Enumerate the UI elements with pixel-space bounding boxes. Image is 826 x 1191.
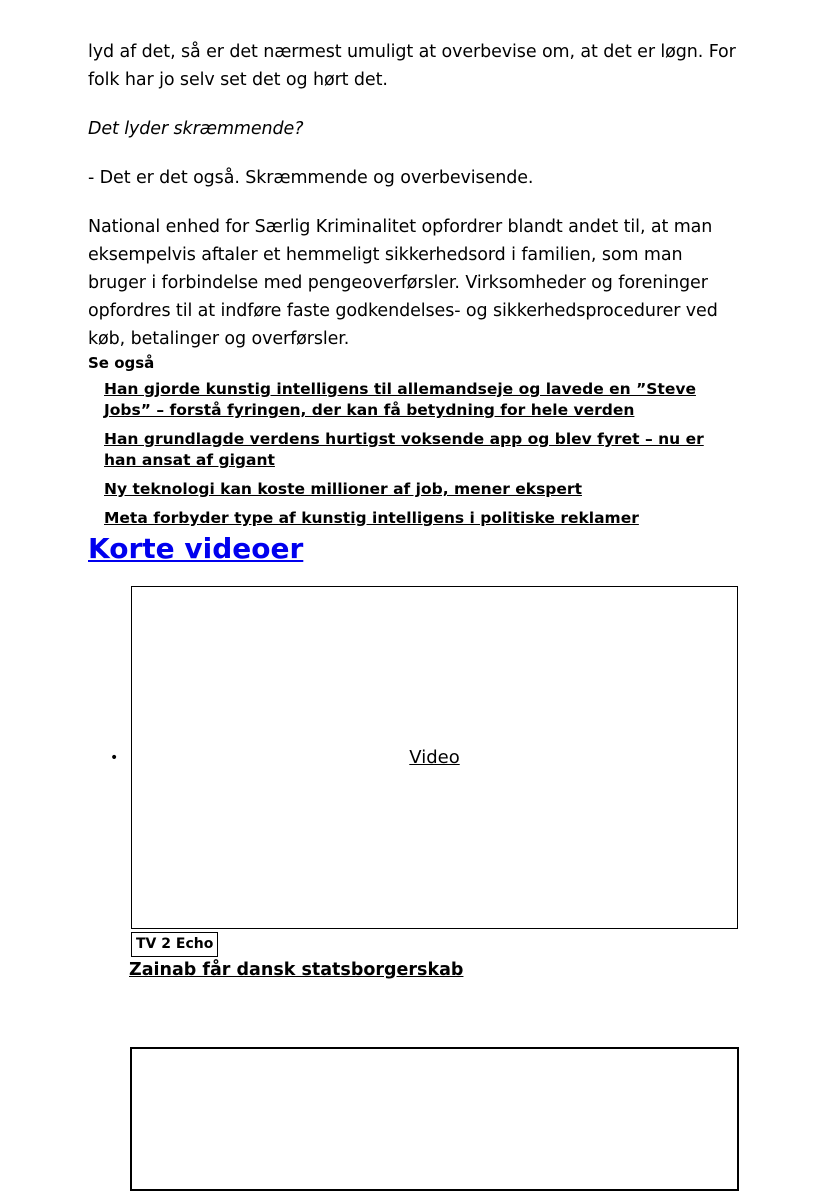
article-paragraph: lyd af det, så er det nærmest umuligt at overbevise om, at det er løgn. For folk har jo selv set det og hørt det.	[88, 42, 736, 90]
article-body	[88, 38, 738, 537]
see-also-link[interactable]: Han gjorde kunstig intelligens til allemandseje og lavede en ”Steve Jobs” – forstå fyringen, der kan få betydning for hele verden	[104, 380, 696, 419]
see-also-link[interactable]: Ny teknologi kan koste millioner af job, mener ekspert	[104, 480, 582, 498]
short-videos-heading	[88, 529, 303, 569]
video-title	[129, 958, 463, 982]
see-also-item	[104, 508, 738, 529]
article-paragraph: - Det er det også. Skræmmende og overbevisende.	[88, 168, 534, 188]
video-player-next[interactable]	[130, 1047, 739, 1191]
see-also-item	[104, 429, 738, 471]
article-question: Det lyder skræmmende?	[88, 119, 304, 139]
video-player[interactable]	[131, 586, 738, 929]
video-title-link[interactable]: Zainab får dansk statsborgerskab	[129, 960, 464, 980]
video-source-tag: TV 2 Echo	[131, 932, 218, 957]
see-also-link[interactable]: Han grundlagde verdens hurtigst voksende app og blev fyret – nu er han ansat af gigant	[104, 430, 704, 469]
see-also-section	[88, 353, 738, 529]
video-link[interactable]: Video	[409, 747, 460, 768]
see-also-link[interactable]: Meta forbyder type af kunstig intelligens i politiske reklamer	[104, 509, 639, 527]
see-also-item	[104, 379, 738, 421]
short-videos-heading-link[interactable]: Korte videoer	[88, 532, 304, 565]
see-also-list	[88, 379, 738, 529]
see-also-item	[104, 479, 738, 500]
list-bullet: •	[110, 750, 119, 766]
article-paragraph: National enhed for Særlig Kriminalitet opfordrer blandt andet til, at man eksempelvis aftaler et hemmeligt sikkerhedsord i familien, som man bruger i forbindelse med pengeoverførsler. Virksomheder og foreninger opfordres til at indføre faste godkendelses- og sikkerhedsprocedurer ved køb, betalinger og overførsler.	[88, 217, 718, 349]
see-also-title: Se også	[88, 354, 155, 372]
